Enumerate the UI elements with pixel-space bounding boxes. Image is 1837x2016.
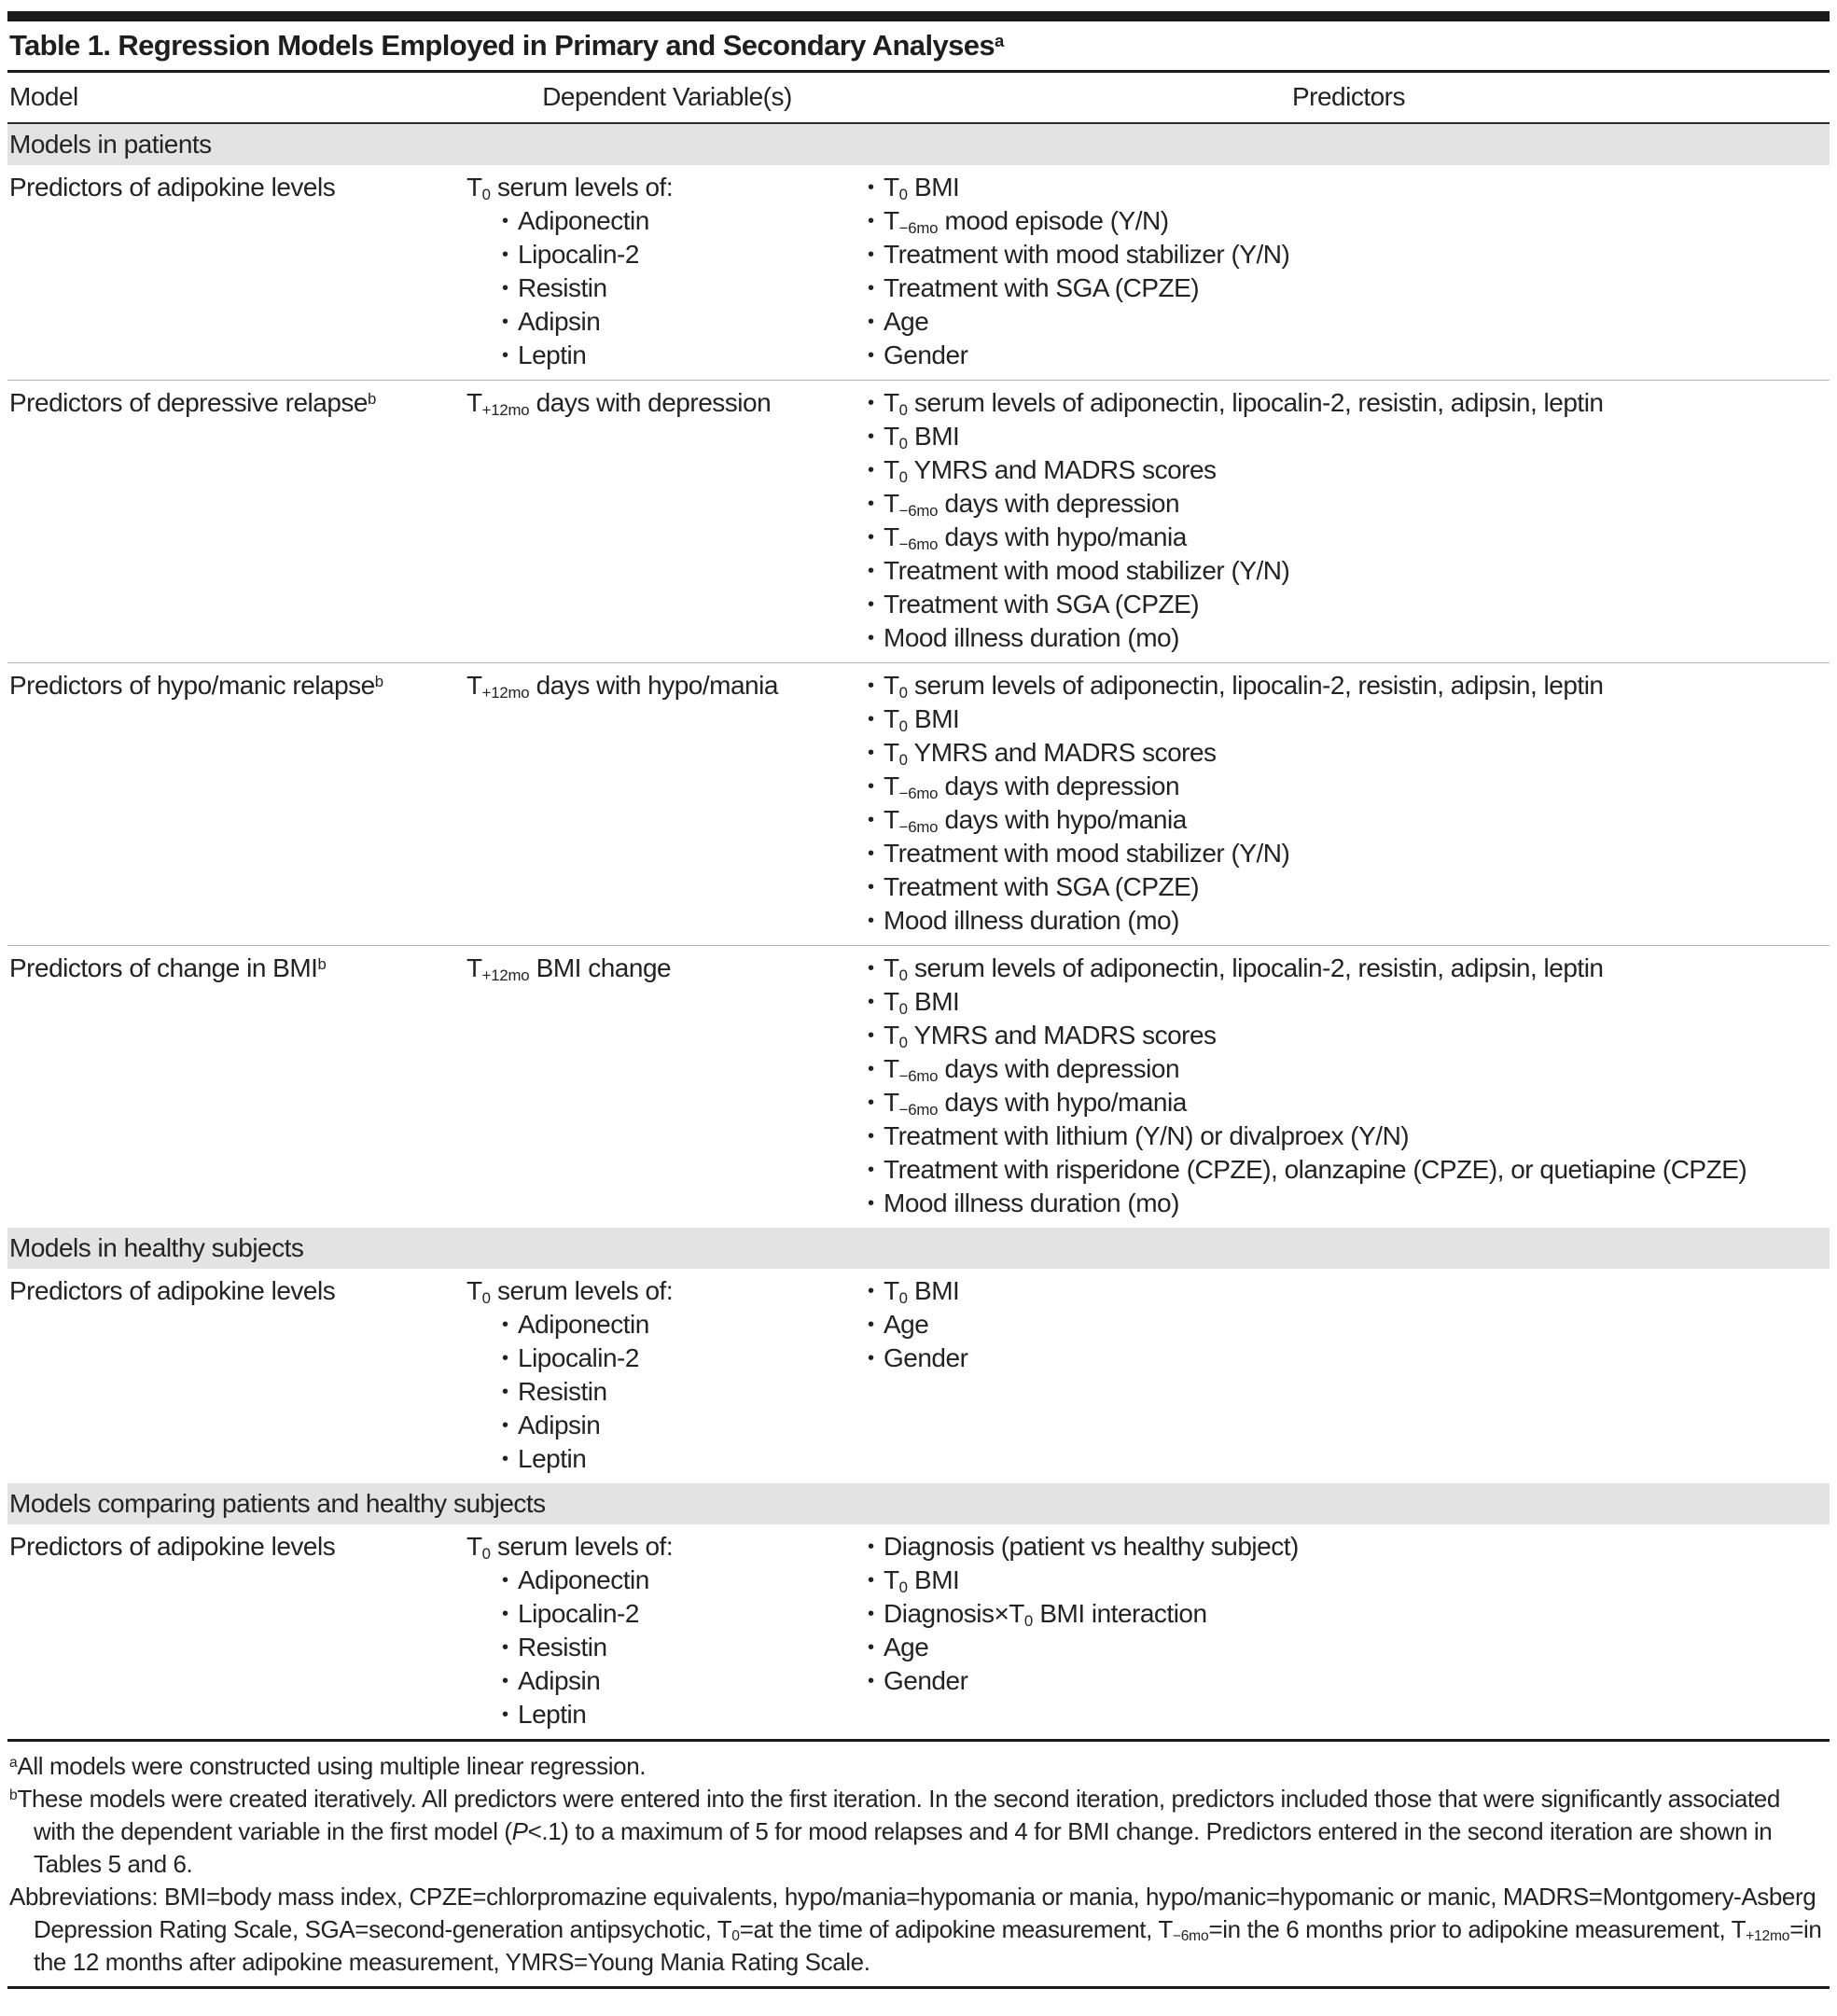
dependent-bullet-item	[502, 1664, 868, 1698]
predictor-item	[868, 238, 1830, 271]
predictor-item	[868, 305, 1830, 339]
bullet-icon: •	[868, 1160, 874, 1180]
bullet-icon: •	[868, 675, 874, 696]
predictor-label: $T_{-6mo}$ days with hypo/mania	[884, 1088, 1187, 1119]
dependent-variable-intro: $T_{+12mo}$ days with depression	[466, 388, 772, 419]
predictor-label: $T_{-6mo}$ days with hypo/mania	[884, 805, 1187, 836]
table-title: Table 1. Regression Models Employed in Primary and Secondary Analyses$^a$	[9, 29, 1005, 62]
dependent-variables-cell	[466, 669, 868, 938]
bullet-icon: •	[868, 1570, 874, 1591]
predictor-item	[868, 1019, 1830, 1052]
predictor-label: $T_{-6mo}$ days with depression	[884, 489, 1180, 520]
predictor-item	[868, 702, 1830, 736]
predictor-item	[868, 1631, 1830, 1664]
predictor-label: $T_0$ serum levels of adiponectin, lipocalin-2, resistin, adipsin, leptin	[884, 388, 1604, 419]
bullet-icon: •	[868, 1092, 874, 1113]
model-label: Predictors of adipokine levels	[9, 173, 336, 202]
bullet-icon: •	[868, 1025, 874, 1046]
table-row	[7, 1524, 1830, 1739]
dependent-bullet-item	[502, 1564, 868, 1597]
predictors-cell	[868, 171, 1830, 372]
predictor-item	[868, 1597, 1830, 1631]
predictor-label: Gender	[884, 341, 968, 369]
predictor-label: $T_{-6mo}$ mood episode (Y/N)	[884, 206, 1169, 237]
predictor-item	[868, 204, 1830, 238]
dependent-bullet-label: Leptin	[518, 341, 587, 369]
dependent-variables-cell	[466, 1274, 868, 1476]
table-footnotes	[7, 1742, 1830, 1986]
bullet-icon: •	[868, 958, 874, 979]
bullet-icon: •	[868, 278, 874, 299]
table-row	[7, 1269, 1830, 1483]
dependent-bullet-item	[502, 1409, 868, 1442]
predictor-label: $T_0$ BMI	[884, 173, 960, 203]
predictor-label: Treatment with mood stabilizer (Y/N)	[884, 556, 1290, 585]
bullet-icon: •	[868, 743, 874, 763]
predictor-label: $T_0$ BMI	[884, 1565, 960, 1596]
predictor-item	[868, 621, 1830, 655]
model-cell	[7, 171, 466, 372]
predictor-label: Diagnosis (patient vs healthy subject)	[884, 1532, 1299, 1561]
column-header-dependent-variables: Dependent Variable(s)	[542, 82, 792, 111]
predictor-item	[868, 487, 1830, 521]
predictor-label: Gender	[884, 1343, 968, 1372]
predictor-label: Treatment with risperidone (CPZE), olanzapine (CPZE), or quetiapine (CPZE)	[884, 1155, 1747, 1184]
model-label: Predictors of change in BMI$^b$	[9, 953, 327, 982]
predictor-item	[868, 271, 1830, 305]
predictor-label: Mood illness duration (mo)	[884, 906, 1179, 935]
bullet-icon: •	[868, 992, 874, 1012]
bullet-icon: •	[502, 1314, 508, 1335]
predictor-item	[868, 669, 1830, 702]
predictor-label: Age	[884, 1310, 929, 1339]
bullet-icon: •	[868, 211, 874, 231]
predictor-item	[868, 1119, 1830, 1153]
predictor-label: Gender	[884, 1666, 968, 1695]
dependent-bullet-item	[502, 1342, 868, 1375]
dependent-bullet-item	[502, 305, 868, 339]
predictor-label: Age	[884, 1633, 929, 1661]
bullet-icon: •	[502, 244, 508, 265]
bullet-icon: •	[502, 1449, 508, 1469]
bullet-icon: •	[868, 911, 874, 931]
bullet-icon: •	[868, 1314, 874, 1335]
bullet-icon: •	[868, 709, 874, 730]
predictor-item	[868, 521, 1830, 554]
bullet-icon: •	[868, 1348, 874, 1369]
bullet-icon: •	[502, 1637, 508, 1658]
predictors-cell	[868, 1530, 1830, 1731]
bullet-icon: •	[502, 312, 508, 332]
bullet-icon: •	[868, 1604, 874, 1624]
predictor-item	[868, 1052, 1830, 1086]
predictor-item	[868, 1530, 1830, 1564]
predictor-label: $T_0$ BMI	[884, 704, 960, 735]
dependent-bullet-label: Resistin	[518, 273, 607, 302]
predictor-label: Mood illness duration (mo)	[884, 1189, 1179, 1217]
footnote: $^b$These models were created iteratively. All predictors were entered into the first iteration. In the second iteration, predictors included those that were significantly associated with the dependent variable in the first model (P<.1) to a maximum of 5 for mood relapses and 4 for BMI change. Predictors entered in the second iteration are shown in Tables 5 and 6.	[9, 1785, 1780, 1878]
predictors-cell	[868, 1274, 1830, 1476]
predictor-label: Treatment with SGA (CPZE)	[884, 273, 1200, 302]
dependent-bullet-item	[502, 1698, 868, 1731]
predictor-label: $T_0$ YMRS and MADRS scores	[884, 1021, 1217, 1051]
bullet-icon: •	[502, 1415, 508, 1436]
dependent-bullet-item	[502, 1631, 868, 1664]
predictors-cell	[868, 952, 1830, 1220]
model-cell	[7, 669, 466, 938]
predictor-label: $T_0$ BMI	[884, 987, 960, 1018]
dependent-bullet-label: Adiponectin	[518, 206, 649, 235]
model-cell	[7, 386, 466, 655]
predictor-item	[868, 386, 1830, 420]
predictor-item	[868, 1153, 1830, 1187]
dependent-bullet-item	[502, 271, 868, 305]
predictor-item	[868, 554, 1830, 588]
predictor-item	[868, 453, 1830, 487]
predictor-label: Treatment with mood stabilizer (Y/N)	[884, 839, 1290, 868]
predictor-item	[868, 588, 1830, 621]
bullet-icon: •	[868, 1059, 874, 1079]
bullet-icon: •	[868, 460, 874, 480]
model-cell	[7, 952, 466, 1220]
predictor-item	[868, 837, 1830, 870]
predictor-label: $T_0$ serum levels of adiponectin, lipocalin-2, resistin, adipsin, leptin	[884, 671, 1604, 702]
model-label: Predictors of hypo/manic relapse$^b$	[9, 671, 383, 700]
bullet-icon: •	[502, 1704, 508, 1725]
dependent-variables-cell	[466, 1530, 868, 1731]
bullet-icon: •	[502, 278, 508, 299]
predictor-item	[868, 1564, 1830, 1597]
dependent-variables-cell	[466, 386, 868, 655]
table-row	[7, 380, 1830, 662]
predictors-cell	[868, 669, 1830, 938]
dependent-variables-cell	[466, 171, 868, 372]
bullet-icon: •	[868, 1281, 874, 1301]
bullet-icon: •	[502, 1382, 508, 1402]
predictor-label: Treatment with mood stabilizer (Y/N)	[884, 240, 1290, 269]
bullet-icon: •	[502, 211, 508, 231]
section-header: Models comparing patients and healthy subjects	[7, 1483, 1830, 1524]
bullet-icon: •	[502, 1604, 508, 1624]
predictor-item	[868, 1664, 1830, 1698]
dependent-bullet-item	[502, 339, 868, 372]
table-row	[7, 165, 1830, 380]
column-header-predictors: Predictors	[1291, 82, 1406, 111]
predictor-item	[868, 1187, 1830, 1220]
dependent-variables-cell	[466, 952, 868, 1220]
predictor-item	[868, 985, 1830, 1019]
bullet-icon: •	[868, 561, 874, 581]
table-row	[7, 662, 1830, 945]
dependent-bullet-label: Adiponectin	[518, 1310, 649, 1339]
dependent-bullet-item	[502, 1308, 868, 1342]
dependent-bullet-label: Adipsin	[518, 1666, 601, 1695]
model-cell	[7, 1530, 466, 1731]
dependent-variable-intro: $T_0$ serum levels of:	[466, 1532, 674, 1563]
dependent-bullet-item	[502, 204, 868, 238]
dependent-variable-intro: $T_0$ serum levels of:	[466, 1276, 674, 1307]
predictor-label: $T_0$ BMI	[884, 1276, 960, 1307]
dependent-bullet-label: Lipocalin-2	[518, 1343, 639, 1372]
dependent-bullet-label: Adipsin	[518, 307, 601, 336]
footnote: $^a$All models were constructed using multiple linear regression.	[9, 1752, 647, 1780]
dependent-bullet-item	[502, 1375, 868, 1409]
predictor-item	[868, 736, 1830, 770]
predictor-label: $T_{-6mo}$ days with hypo/mania	[884, 522, 1187, 553]
predictor-label: $T_0$ serum levels of adiponectin, lipocalin-2, resistin, adipsin, leptin	[884, 953, 1604, 984]
dependent-bullet-item	[502, 1597, 868, 1631]
predictor-label: Treatment with SGA (CPZE)	[884, 872, 1200, 901]
bullet-icon: •	[868, 244, 874, 265]
bullet-icon: •	[868, 628, 874, 648]
bullet-icon: •	[868, 312, 874, 332]
dependent-variable-intro: $T_{+12mo}$ BMI change	[466, 953, 672, 984]
predictor-label: Mood illness duration (mo)	[884, 623, 1179, 652]
bullet-icon: •	[868, 527, 874, 548]
predictor-label: $T_0$ BMI	[884, 422, 960, 452]
dependent-bullet-label: Leptin	[518, 1700, 587, 1729]
bullet-icon: •	[868, 393, 874, 413]
predictor-label: $Diagnosis\times T_0$ BMI interaction	[884, 1599, 1207, 1630]
page-bottom-rule	[7, 1986, 1830, 1989]
bullet-icon: •	[502, 345, 508, 366]
dependent-variable-intro: $T_0$ serum levels of:	[466, 173, 674, 203]
predictor-item	[868, 1342, 1830, 1375]
predictor-item	[868, 171, 1830, 204]
bullet-icon: •	[868, 426, 874, 447]
predictor-item	[868, 1086, 1830, 1119]
model-label: Predictors of adipokine levels	[9, 1532, 336, 1561]
bullet-icon: •	[868, 494, 874, 514]
bullet-icon: •	[868, 1126, 874, 1147]
bullet-icon: •	[868, 1193, 874, 1214]
table-row	[7, 945, 1830, 1228]
dependent-bullet-label: Lipocalin-2	[518, 1599, 639, 1628]
bullet-icon: •	[868, 810, 874, 830]
predictor-label: $T_{-6mo}$ days with depression	[884, 772, 1180, 802]
dependent-bullet-label: Adiponectin	[518, 1565, 649, 1594]
bullet-icon: •	[868, 345, 874, 366]
predictor-label: $T_0$ YMRS and MADRS scores	[884, 455, 1217, 486]
bullet-icon: •	[868, 1671, 874, 1691]
dependent-bullet-item	[502, 238, 868, 271]
table-top-bar	[7, 11, 1830, 21]
model-cell	[7, 1274, 466, 1476]
bullet-icon: •	[868, 877, 874, 897]
section-header: Models in patients	[7, 124, 1830, 165]
predictor-label: Age	[884, 307, 929, 336]
dependent-variable-intro: $T_{+12mo}$ days with hypo/mania	[466, 671, 778, 702]
bullet-icon: •	[868, 776, 874, 797]
predictor-item	[868, 1274, 1830, 1308]
predictor-item	[868, 952, 1830, 985]
predictor-label: Treatment with lithium (Y/N) or divalproex (Y/N)	[884, 1121, 1410, 1150]
bullet-icon: •	[502, 1348, 508, 1369]
bullet-icon: •	[868, 177, 874, 198]
section-header: Models in healthy subjects	[7, 1228, 1830, 1269]
bullet-icon: •	[502, 1671, 508, 1691]
bullet-icon: •	[868, 594, 874, 615]
bullet-icon: •	[868, 843, 874, 864]
bullet-icon: •	[868, 1637, 874, 1658]
predictor-item	[868, 339, 1830, 372]
bullet-icon: •	[502, 1570, 508, 1591]
dependent-bullet-label: Resistin	[518, 1377, 607, 1406]
predictor-item	[868, 803, 1830, 837]
predictors-cell	[868, 386, 1830, 655]
predictor-label: $T_{-6mo}$ days with depression	[884, 1054, 1180, 1085]
predictor-item	[868, 1308, 1830, 1342]
model-label: Predictors of depressive relapse$^b$	[9, 388, 377, 417]
table-header-row	[7, 73, 1830, 122]
predictor-label: $T_0$ YMRS and MADRS scores	[884, 738, 1217, 769]
predictor-label: Treatment with SGA (CPZE)	[884, 590, 1200, 619]
predictor-item	[868, 420, 1830, 453]
table-body	[7, 124, 1830, 1739]
footnote: Abbreviations: BMI=body mass index, CPZE=chlorpromazine equivalents, hypo/mania=hypomania or mania, hypo/manic=hypomanic or manic, MADRS=Montgomery-Asberg Depression Rating Scale, SGA=second-generation antipsychotic, $T_0=at$ the time of adipokine measurement, $T_{-6mo}=in$ the 6 months prior to adipokine measurement, $T_{+12mo}=in$ the 12 months after adipokine measurement, YMRS=Young Mania Rating Scale.	[9, 1883, 1822, 1976]
predictor-item	[868, 904, 1830, 938]
dependent-bullet-item	[502, 1442, 868, 1476]
model-label: Predictors of adipokine levels	[9, 1276, 336, 1305]
dependent-bullet-label: Leptin	[518, 1444, 587, 1473]
column-header-model: Model	[9, 82, 78, 111]
dependent-bullet-label: Lipocalin-2	[518, 240, 639, 269]
dependent-bullet-label: Adipsin	[518, 1411, 601, 1439]
predictor-item	[868, 870, 1830, 904]
bullet-icon: •	[868, 1536, 874, 1557]
predictor-item	[868, 770, 1830, 803]
dependent-bullet-label: Resistin	[518, 1633, 607, 1661]
